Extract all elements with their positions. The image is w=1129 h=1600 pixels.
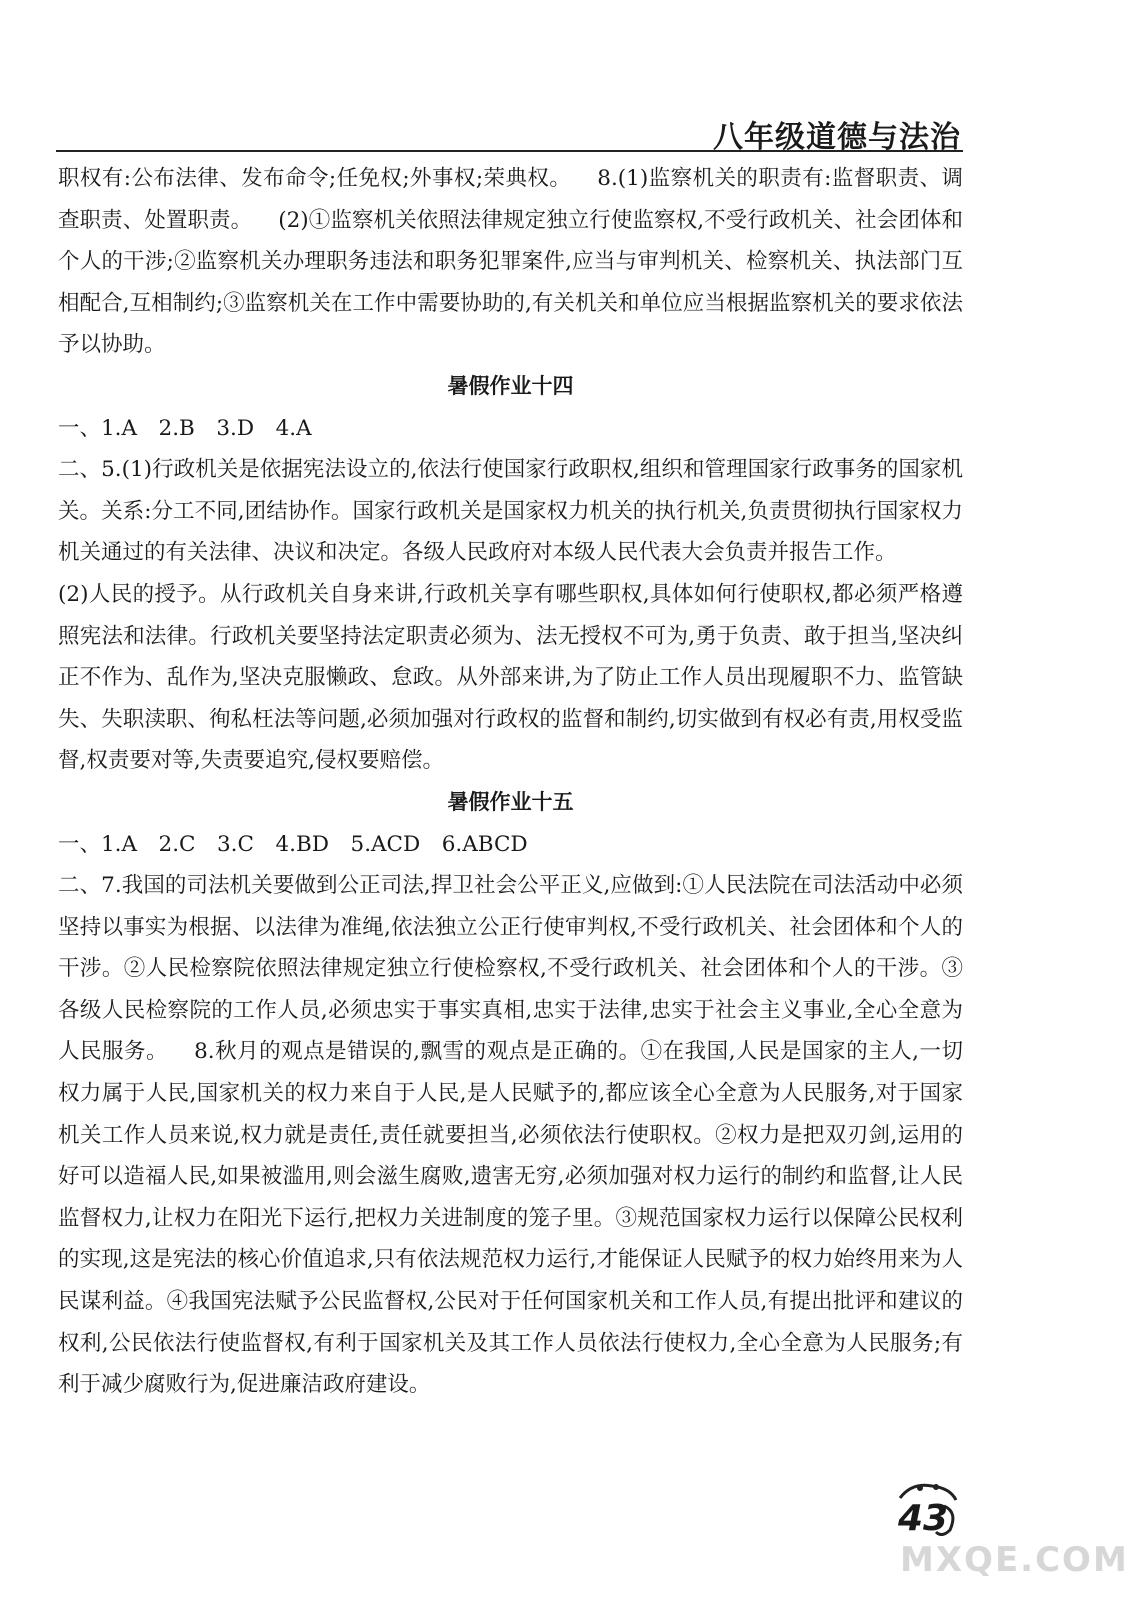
continuation-text-a: 职权有:公布法律、发布命令;任免权;外事权;荣典权。: [58, 166, 572, 191]
header-divider: [56, 150, 963, 152]
page-header-title: 八年级道德与法治: [713, 120, 961, 155]
section-14-choice-answers: 一、1.A 2.B 3.D 4.A: [58, 415, 312, 441]
section-15-answers: [58, 865, 963, 1406]
section-15-q7: 二、7.我国的司法机关要做到公正司法,捍卫社会公平正义,应做到:①人民法院在司法活动中必须坚持以事实为根据、以法律为准绳,依法独立公正行使审判权,不受行政机关、社会团体和个人的干涉。②人民检察院依照法律规定独立行使检察权,不受行政机关、社会团体和个人的干涉。③各级人民检察院的工作人员,必须忠实于事实真相,忠实于法律,忠实于社会主义事业,全心全意为人民服务。: [58, 873, 963, 1065]
continuation-text-b: 8.(1)监察机关的职责有:监督职责、调查职责、处置职责。: [58, 166, 963, 233]
continuation-text-c: (2)①监察机关依照法律规定独立行使监察权,不受行政机关、社会团体和个人的干涉;②监察机关办理职务违法和职务犯罪案件,应当与审判机关、检察机关、执法部门互相配合,互相制约;③监察机关在工作中需要协助的,有关机关和单位应当根据监察机关的要求依法予以协助。: [58, 207, 963, 358]
section-14-q5-part2: (2)人民的授予。从行政机关自身来讲,行政机关享有哪些职权,具体如何行使职权,都必须严格遵照宪法和法律。行政机关要坚持法定职责必须为、法无授权不可为,勇于负责、敢于担当,坚决纠正不作为、乱作为,坚决克服懒政、怠政。从外部来讲,为了防止工作人员出现履职不力、监管缺失、失职渎职、徇私枉法等问题,必须加强对行政权的监督和制约,切实做到有权必有责,用权受监督,权责要对等,失责要追究,侵权要赔偿。: [58, 581, 963, 774]
section-title-15: 暑假作业十五: [447, 789, 574, 814]
page-number: 43: [898, 1498, 949, 1539]
continuation-paragraph: [58, 158, 963, 366]
section-15-q8: 8.秋月的观点是错误的,飘雪的观点是正确的。①在我国,人民是国家的主人,一切权力属于人民,国家机关的权力来自于人民,是人民赋予的,都应该全心全意为人民服务,对于国家机关工作人员来说,权力就是责任,责任就要担当,必须依法行使职权。②权力是把双刃剑,运用的好可以造福人民,如果被滥用,则会滋生腐败,遗害无穷,必须加强对权力运行的制约和监督,让人民监督权力,让权力在阳光下运行,把权力关进制度的笼子里。③规范国家权力运行以保障公民权利的实现,这是宪法的核心价值追求,只有依法规范权力运行,才能保证人民赋予的权力始终用来为人民谋利益。④我国宪法赋予公民监督权,公民对于任何国家机关和工作人员,有提出批评和建议的权利,公民依法行使监督权,有利于国家机关及其工作人员依法行使权力,全心全意为人民服务;有利于减少腐败行为,促进廉洁政府建设。: [58, 1039, 963, 1398]
section-15-choice-answers: 一、1.A 2.C 3.C 4.BD 5.ACD 6.ABCD: [58, 831, 528, 857]
watermark: MXQE.COM: [900, 1540, 1129, 1580]
section-14-q5-part1: 二、5.(1)行政机关是依据宪法设立的,依法行使国家行政职权,组织和管理国家行政事务的国家机关。关系:分工不同,团结协作。国家行政机关是国家权力机关的执行机关,负责贯彻执行国家权力机关通过的有关法律、决议和决定。各级人民政府对本级人民代表大会负责并报告工作。: [58, 457, 963, 566]
answer-content: [58, 158, 963, 1406]
section-title-14: 暑假作业十四: [447, 373, 574, 398]
